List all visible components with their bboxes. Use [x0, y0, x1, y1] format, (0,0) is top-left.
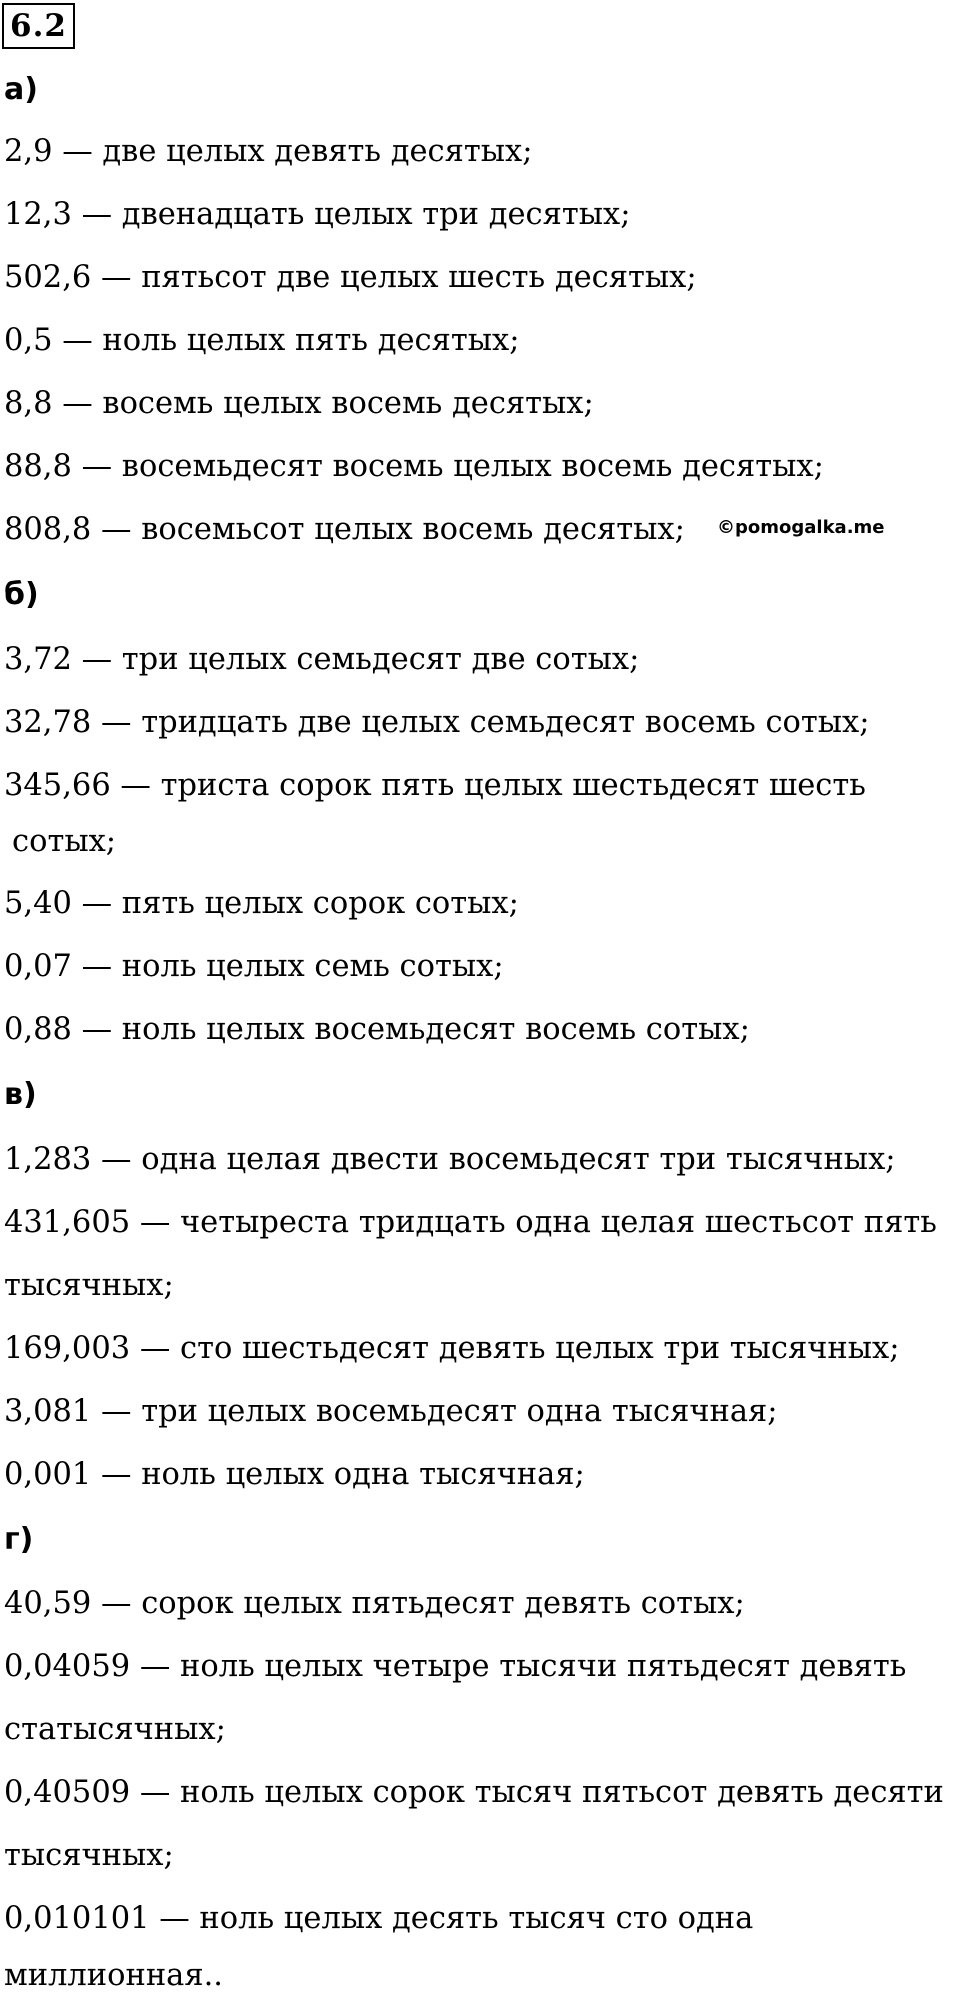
section-label-g: г)	[4, 1522, 34, 1557]
answer-line-continuation: миллионная..	[4, 1958, 223, 1993]
section-label-v: в)	[4, 1077, 37, 1112]
answer-line-continuation: статысячных;	[4, 1712, 226, 1747]
answer-line: 502,6 — пятьсот две целых шесть десятых;	[4, 260, 697, 295]
answer-line: 345,66 — триста сорок пять целых шестьдесят шесть	[4, 768, 866, 803]
answer-line: 1,283 — одна целая двести восемьдесят три тысячных;	[4, 1142, 896, 1177]
answer-line: 431,605 — четыреста тридцать одна целая шестьсот пять	[4, 1205, 937, 1240]
answer-line: 0,07 — ноль целых семь сотых;	[4, 949, 504, 984]
answer-line: 0,5 — ноль целых пять десятых;	[4, 323, 520, 358]
answer-line-continuation: сотых;	[12, 824, 117, 859]
answer-line-continuation: тысячных;	[4, 1268, 174, 1303]
answer-line: 12,3 — двенадцать целых три десятых;	[4, 197, 631, 232]
answer-line: 5,40 — пять целых сорок сотых;	[4, 886, 519, 921]
answer-line: 0,88 — ноль целых восемьдесят восемь сотых;	[4, 1012, 750, 1047]
answer-line: 32,78 — тридцать две целых семьдесят восемь сотых;	[4, 705, 870, 740]
answer-line-continuation: тысячных;	[4, 1838, 174, 1873]
answer-line: 0,001 — ноль целых одна тысячная;	[4, 1457, 585, 1492]
section-label-b: б)	[4, 577, 39, 612]
section-label-a: а)	[4, 72, 38, 107]
answer-line: 808,8 — восемьсот целых восемь десятых;	[4, 512, 685, 547]
answer-line: 0,04059 — ноль целых четыре тысячи пятьдесят девять	[4, 1649, 907, 1684]
task-number-box: 6.2	[2, 3, 75, 49]
answer-line: 3,081 — три целых восемьдесят одна тысячная;	[4, 1394, 778, 1429]
answer-line: 8,8 — восемь целых восемь десятых;	[4, 386, 594, 421]
answer-line: 169,003 — сто шестьдесят девять целых три тысячных;	[4, 1331, 900, 1366]
watermark: ©pomogalka.me	[717, 517, 885, 538]
answer-line: 0,40509 — ноль целых сорок тысяч пятьсот девять десяти	[4, 1775, 944, 1810]
answer-line: 2,9 — две целых девять десятых;	[4, 134, 533, 169]
answer-line: 40,59 — сорок целых пятьдесят девять сотых;	[4, 1586, 745, 1621]
answer-line: 88,8 — восемьдесят восемь целых восемь десятых;	[4, 449, 824, 484]
answer-line: 0,010101 — ноль целых десять тысяч сто одна	[4, 1901, 754, 1936]
answer-line: 3,72 — три целых семьдесят две сотых;	[4, 642, 640, 677]
